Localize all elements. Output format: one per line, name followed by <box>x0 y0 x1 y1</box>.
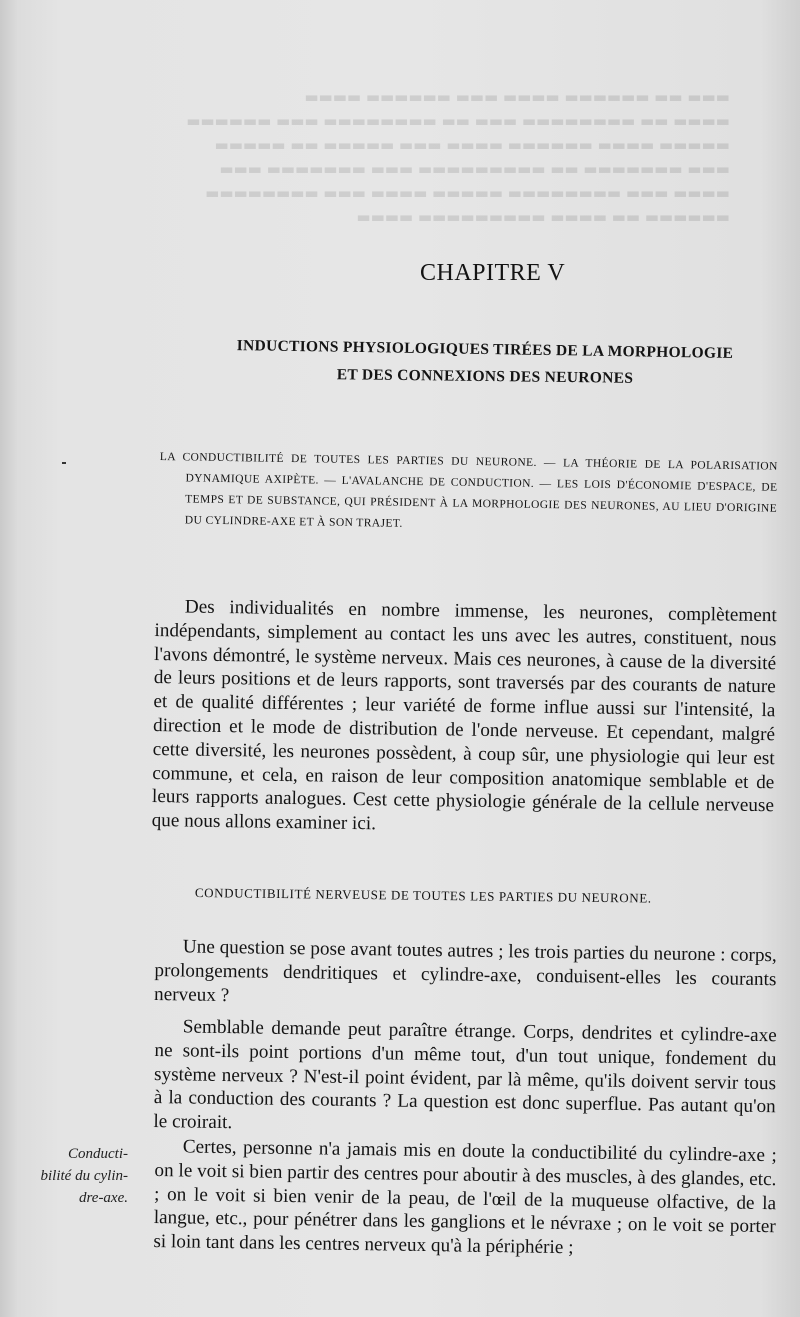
chapter-title-line-2: ET DES CONNEXIONS DES NEURONES <box>336 366 634 387</box>
margin-note-line-2: bilité du cylin- <box>40 1168 128 1184</box>
paragraph-conductibility: Certes, personne n'a jamais mis en doute la conductibilité du cylindre-axe ; on le voit si bien partir des centres pour aboutir à des muscles, à des glandes, etc. ; on le voit si bien venir de la peau, de l'œil de la muqueuse olfactive, de la langue, etc., pour pénétrer dans les ganglions et le névraxe ; on le voit se porter si loin tant dans les centres nerveux qu'à la périphérie ; <box>153 1136 777 1259</box>
chapter-summary <box>159 447 778 541</box>
chapter-heading: CHAPITRE V <box>420 260 566 286</box>
chapter-summary-text: LA CONDUCTIBILITÉ DE TOUTES LES PARTIES DU NEURONE. — LA THÉORIE DE LA POLARISATION DYNAMIQUE AXIPÈTE. — L'AVALANCHE DE CONDUCTION. — LES LOIS D'ÉCONOMIE D'ESPACE, DE TEMPS ET DE SUBSTANCE, QUI PRÉSIDENT À LA MORPHOLOGIE DES NEURONES, AU LIEU D'ORIGINE DU CYLINDRE-AXE ET À SON TRAJET. <box>159 450 778 530</box>
paragraph-intro: Des individualités en nombre immense, les neurones, complètement indépendants, simplement au contact les uns avec les autres, constituent, nous l'avons démontré, le système nerveux. Mais ces neurones, à cause de la diversité de leurs positions et de leurs rapports, sont traversés par des courants de nature et de qualité différentes ; leur variété de forme influe aussi sur l'intensité, la direction et le mode de distribution de l'onde nerveuse. Et cependant, malgré cette diversité, les neurones possèdent, à coup sûr, une physiologie qui leur est commune, et cela, en raison de leur composition anatomique semblable et de leurs rapports analogues. Cest cette physiologie générale de la cellule nerveuse que nous allons examiner ici. <box>151 596 777 835</box>
margin-note-line-1: Conducti- <box>68 1146 128 1162</box>
bleed-through-text: ▬▬▬ ▬▬ ▬▬▬▬▬▬ ▬▬▬▬ ▬▬▬ ▬▬▬▬▬▬ ▬▬▬▬ ▬▬▬▬ ▬▬ ▬▬▬▬▬▬▬▬ ▬▬▬ ▬▬ ▬▬▬▬▬▬▬▬ ▬▬▬ ▬▬▬▬▬▬ ▬▬▬▬▬ ▬▬▬▬ ▬▬▬▬▬▬ ▬▬▬▬ ▬▬▬ ▬▬▬▬▬ ▬▬ ▬▬▬▬▬ ▬▬▬ ▬▬▬▬▬▬▬ ▬▬ ▬▬▬▬▬▬▬▬▬ ▬▬▬ ▬▬▬▬▬▬▬ ▬▬▬ ▬▬▬▬ ▬▬▬ ▬▬▬▬▬▬▬▬ ▬▬▬▬▬ ▬▬▬▬ ▬▬▬ ▬▬▬▬▬▬▬▬ ▬▬▬▬▬▬ ▬▬ ▬▬▬▬ ▬▬▬▬▬▬▬▬▬ ▬▬▬▬ <box>186 88 730 226</box>
chapter-title-line-1: INDUCTIONS PHYSIOLOGIQUES TIRÉES DE LA MORPHOLOGIE <box>236 337 734 362</box>
section-heading: CONDUCTIBILITÉ NERVEUSE DE TOUTES LES PARTIES DU NEURONE. <box>194 885 652 906</box>
chapter-title <box>200 336 770 390</box>
margin-note <box>18 1143 128 1209</box>
margin-mark <box>62 462 66 464</box>
paragraph-question: Une question se pose avant toutes autres ; les trois parties du neurone : corps, prolongements dendritiques et cylindre-axe, conduisent-elles les courants nerveux ? <box>153 936 777 1006</box>
paragraph-strange-demand: Semblable demande peut paraître étrange. Corps, dendrites et cylindre-axe ne sont-ils point portions d'un même tout, d'un tout unique, fondement du système nerveux ? N'est-il point évident, par là même, qu'ils doivent servir tous à la conduction des courants ? La question est donc superflue. Pas autant qu'on le croirait. <box>153 1016 777 1134</box>
margin-note-line-3: dre-axe. <box>79 1190 128 1206</box>
